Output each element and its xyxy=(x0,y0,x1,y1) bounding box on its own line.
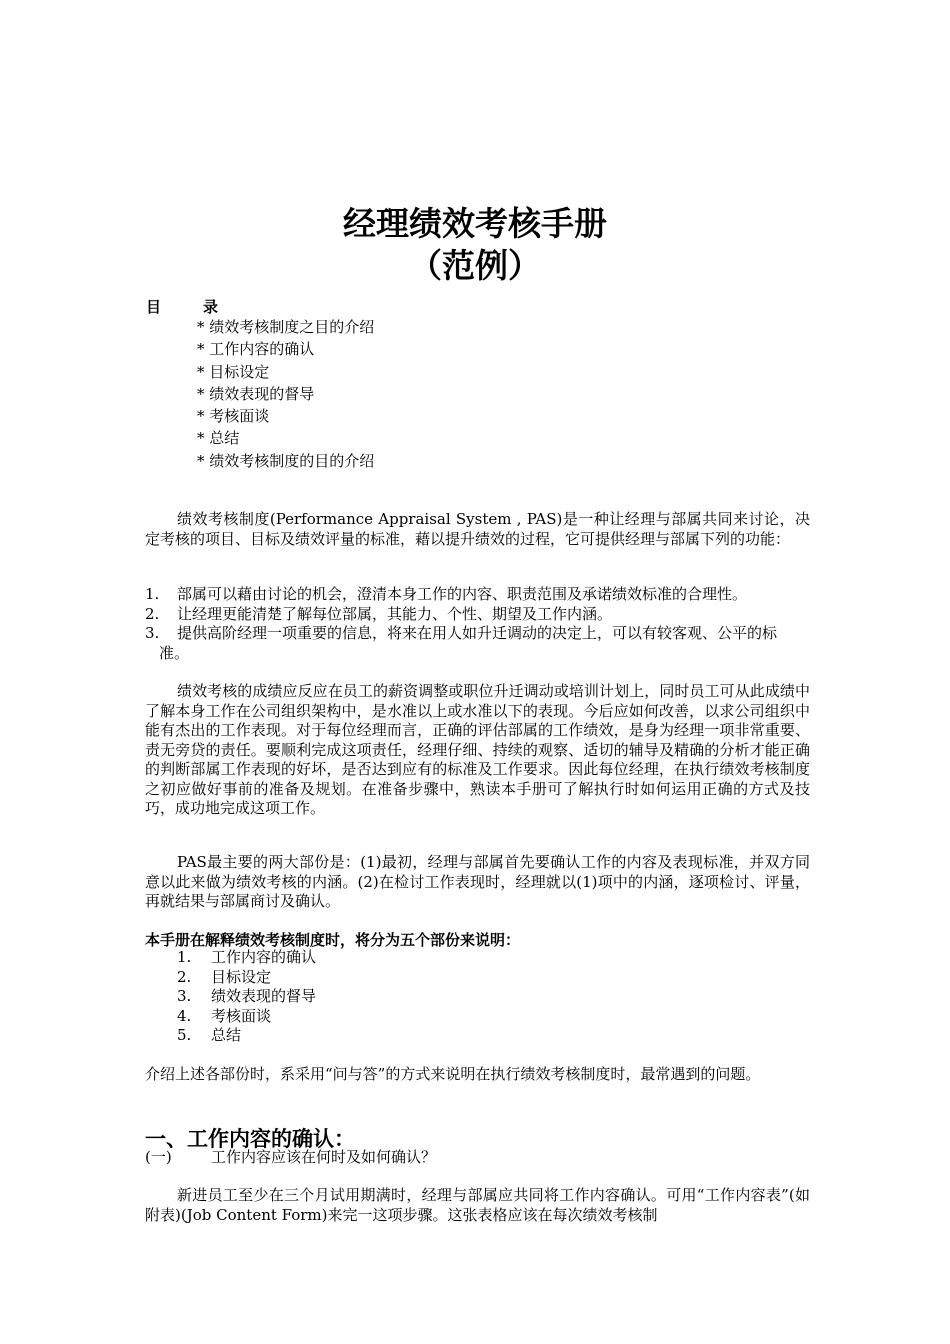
function-num: 1. xyxy=(145,585,160,603)
part-text: 考核面谈 xyxy=(211,1006,272,1025)
list-item xyxy=(177,948,316,968)
intro-paragraph: 绩效考核制度(Performance Appraisal System , PAS)是一种让经理与部属共同来讨论，决定考核的项目、目标及绩效评量的标准，藉以提升绩效的过程，它可提供经理与部属下列的功能： xyxy=(145,510,810,548)
paragraph-3: PAS最主要的两大部份是：(1)最初，经理与部属首先要确认工作的内容及表现标准，并双方同意以此来做为绩效考核的内涵。(2)在检讨工作表现时，经理就以(1)项中的内涵，逐项检讨、评量，再就结果与部属商讨及确认。 xyxy=(145,853,810,910)
toc-heading-a: 目 xyxy=(146,298,162,316)
toc-item: * 绩效考核制度的目的介绍 xyxy=(197,451,375,470)
list-item xyxy=(177,968,316,988)
part-num: 5. xyxy=(177,1026,192,1044)
list-item xyxy=(177,1007,316,1027)
function-item xyxy=(145,624,785,663)
function-num: 2. xyxy=(145,605,160,623)
toc-item: * 考核面谈 xyxy=(197,407,270,426)
part-num: 1. xyxy=(177,948,192,966)
toc-item: * 目标设定 xyxy=(197,362,270,381)
toc-heading xyxy=(146,296,218,317)
function-text: 提供高阶经理一项重要的信息，将来在用人如升迁调动的决定上，可以有较客观、公平的标准。 xyxy=(159,624,778,662)
question-line xyxy=(145,1146,436,1167)
function-text: 让经理更能清楚了解每位部属，其能力、个性、期望及工作内涵。 xyxy=(177,605,613,623)
section-heading: 一、工作内容的确认： xyxy=(145,1127,355,1151)
part-num: 2. xyxy=(177,967,192,986)
paragraph-4: 介绍上述各部份时，系采用“问与答”的方式来说明在执行绩效考核制度时，最常遇到的问题。 xyxy=(145,1065,761,1083)
part-text: 目标设定 xyxy=(211,967,272,986)
question-num: (一) xyxy=(145,1148,172,1166)
function-item xyxy=(145,585,810,605)
function-num: 3. xyxy=(145,624,160,642)
document-subtitle: （范例） xyxy=(409,246,541,285)
part-text: 工作内容的确认 xyxy=(211,948,317,966)
part-text: 总结 xyxy=(211,1026,242,1044)
toc-item: * 绩效表现的督导 xyxy=(197,384,315,403)
document-title: 经理绩效考核手册 xyxy=(343,204,607,243)
function-text: 部属可以藉由讨论的机会，澄清本身工作的内容、职责范围及承诺绩效标准的合理性。 xyxy=(177,585,748,603)
toc-item: * 工作内容的确认 xyxy=(197,340,315,359)
toc-list xyxy=(197,316,374,472)
toc-heading-b: 录 xyxy=(203,298,219,316)
section1-paragraph: 新进员工至少在三个月试用期满时，经理与部属应共同将工作内容确认。可用“工作内容表”(如附表)(Job Content Form)来完一这项步骤。这张表格应该在每次绩效考核制 xyxy=(145,1186,810,1224)
paragraph-2: 绩效考核的成绩应反应在员工的薪资调整或职位升迁调动或培训计划上，同时员工可从此成绩中了解本身工作在公司组织架构中，是水准以上或水准以下的表现。今后应如何改善，以求公司组织中能有杰出的工作表现。对于每位经理而言，正确的评估部属的工作绩效，是身为经理一项非常重要、责无旁贷的责任。要顺利完成这项责任，经理仔细、持续的观察、适切的辅导及精确的分析才能正确的判断部属工作表现的好坏，是否达到应有的标准及工作要求。因此每位经理，在执行绩效考核制度之初应做好事前的准备及规划。在准备步骤中，熟读本手册可了解执行时如何运用正确的方式及技巧，成功地完成这项工作。 xyxy=(145,682,810,817)
part-text: 绩效表现的督导 xyxy=(211,987,317,1005)
toc-item: * 绩效考核制度之目的介绍 xyxy=(197,318,375,336)
list-item xyxy=(177,987,316,1007)
parts-heading: 本手册在解释绩效考核制度时，将分为五个部份来说明： xyxy=(145,931,521,949)
toc-item: * 总结 xyxy=(197,429,240,448)
part-num: 4. xyxy=(177,1006,192,1025)
function-item xyxy=(145,605,810,625)
list-item xyxy=(177,1026,316,1046)
question-text: 工作内容应该在何时及如何确认？ xyxy=(211,1148,437,1166)
part-num: 3. xyxy=(177,987,192,1005)
parts-list xyxy=(177,948,316,1046)
